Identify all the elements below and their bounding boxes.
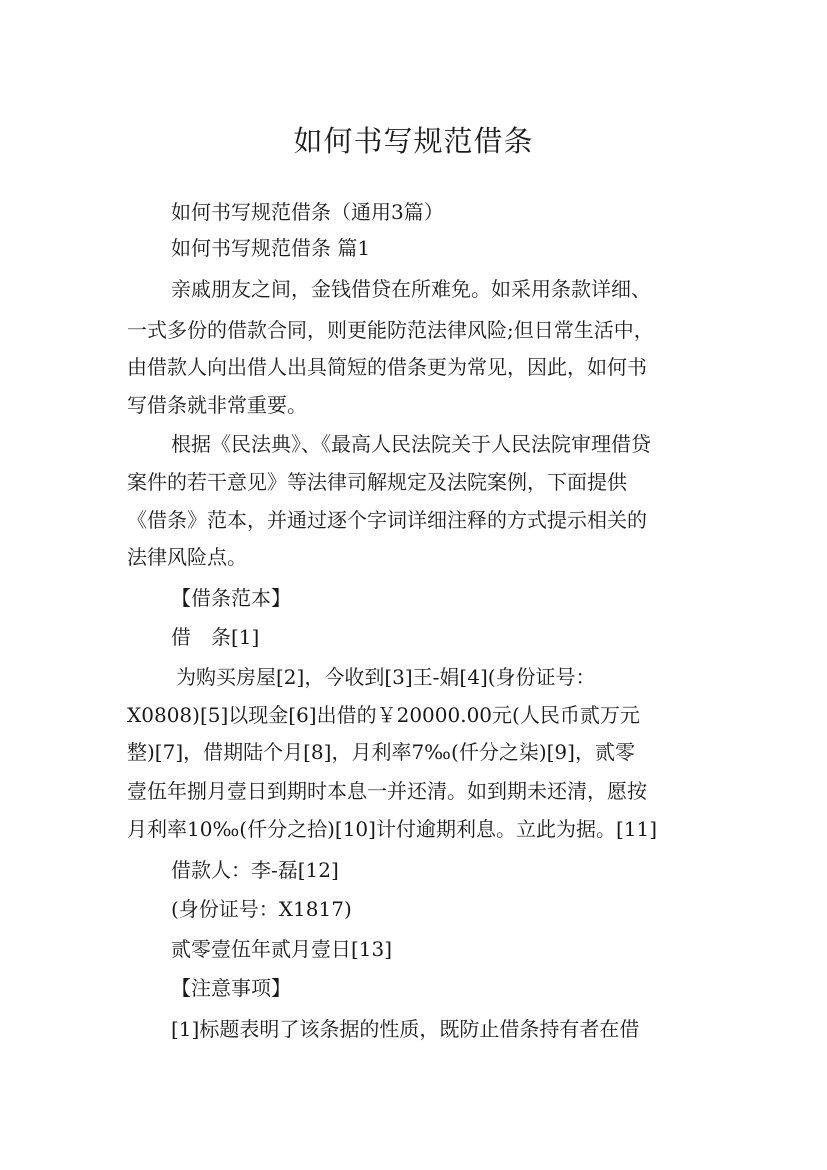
iou-heading: 借 条[1] — [171, 625, 260, 649]
section-heading-part-1: 如何书写规范借条 篇1 — [171, 236, 371, 260]
paragraph-2-line-1: 根据《民法典》、《最高人民法院关于人民法院审理借贷 — [171, 432, 651, 456]
paragraph-1-line-3: 由借款人向出借人出具简短的借条更为常见，因此，如何书 — [127, 355, 647, 379]
paragraph-1-line-1: 亲戚朋友之间，金钱借贷在所难免。如采用条款详细、 — [171, 277, 651, 301]
borrower-id-line: (身份证号：X1817) — [171, 897, 352, 921]
document-title: 如何书写规范借条 — [293, 124, 534, 159]
iou-date-line: 贰零壹伍年贰月壹日[13] — [171, 937, 393, 961]
iou-body-line-3: 整)[7]，借期陆个月[8]，月利率7‰(仟分之柒)[9]，贰零 — [127, 740, 635, 764]
section-heading-notes: 【注意事项】 — [171, 976, 291, 1000]
iou-body-line-4: 壹伍年捌月壹日到期时本息一并还清。如到期未还清，愿按 — [127, 779, 647, 803]
borrower-line: 借款人：李-磊[12] — [171, 858, 339, 882]
paragraph-1-line-2: 一式多份的借款合同，则更能防范法律风险;但日常生活中， — [127, 318, 654, 342]
paragraph-1-line-4: 写借条就非常重要。 — [127, 393, 307, 417]
subtitle-general: 如何书写规范借条（通用3篇） — [171, 200, 444, 224]
note-1-line-1: [1]标题表明了该条据的性质，既防止借条持有者在借 — [171, 1017, 640, 1041]
iou-body-line-2: X0808)[5]以现金[6]出借的￥20000.00元(人民币贰万元 — [127, 703, 640, 727]
paragraph-2-line-3: 《借条》范本，并通过逐个字词详细注释的方式提示相关的 — [127, 508, 647, 532]
section-heading-template: 【借条范本】 — [171, 586, 291, 610]
iou-body-line-5: 月利率10‰(仟分之拾)[10]计付逾期利息。立此为据。[11] — [127, 817, 657, 841]
paragraph-2-line-4: 法律风险点。 — [127, 545, 247, 569]
iou-body-line-1: 为购买房屋[2]，今收到[3]王-娟[4](身份证号： — [176, 665, 596, 689]
paragraph-2-line-2: 案件的若干意见》等法律司解规定及法院案例，下面提供 — [127, 470, 627, 494]
